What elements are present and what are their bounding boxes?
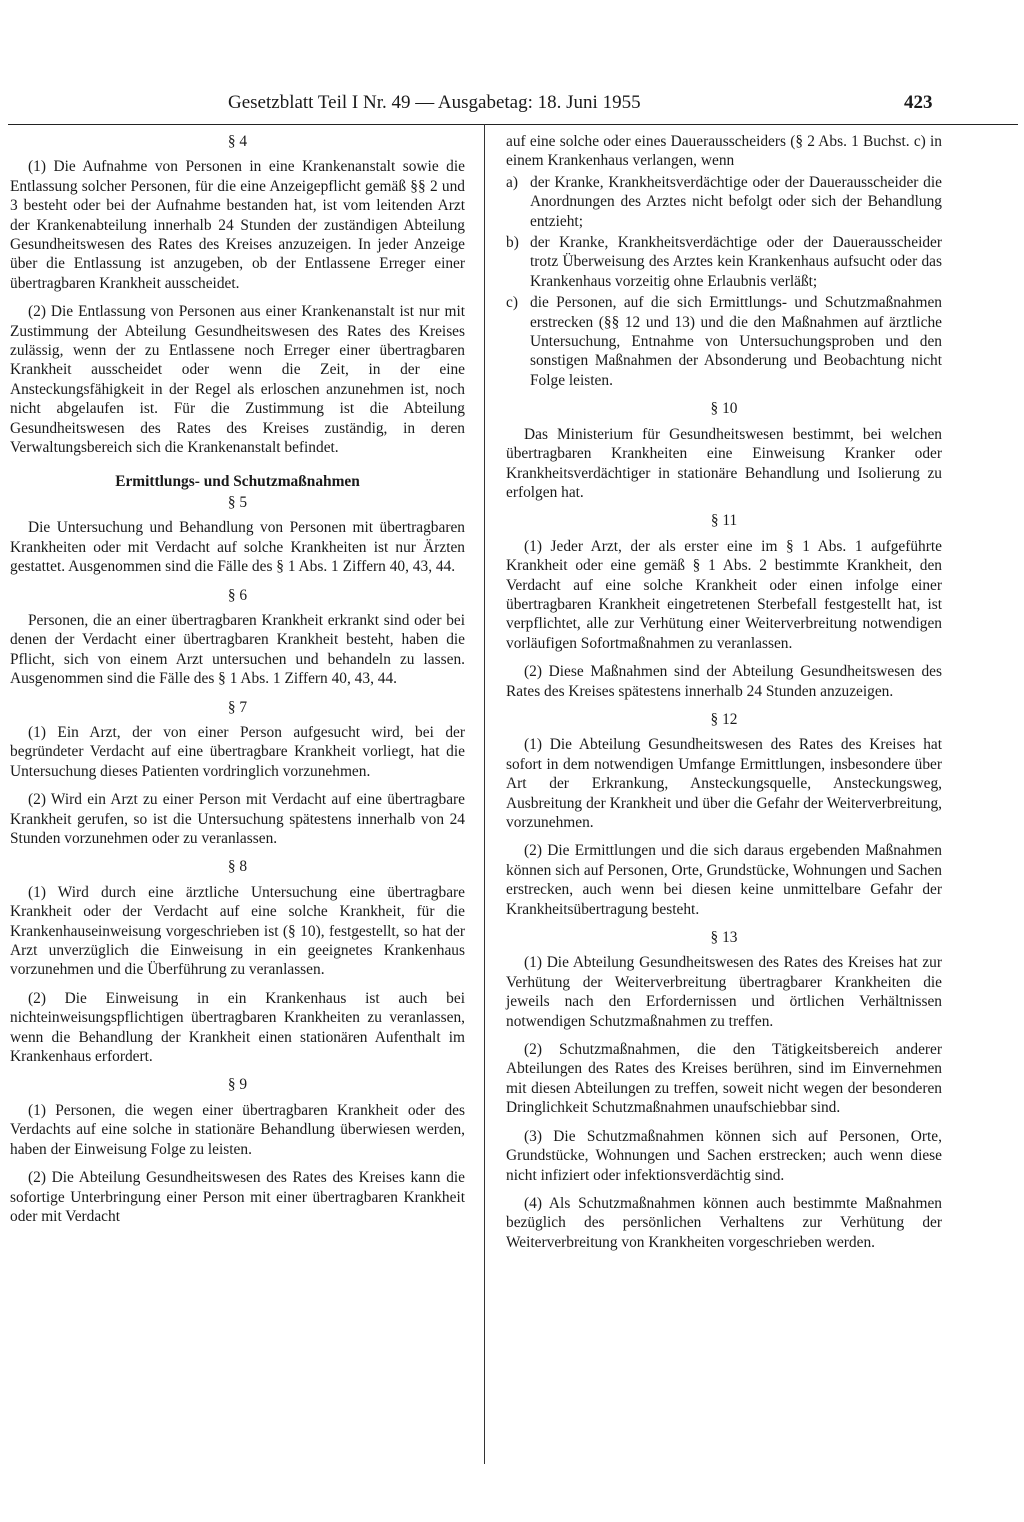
condition-list — [506, 173, 942, 390]
section-8-paragraph-2: (2) Die Einweisung in ein Krankenhaus ist auch bei nichteinweisungspflichtigen übertragbaren Krankheiten zu veranlassen, wenn die Behandlung der Krankheit einen stationären Aufenthalt im Krankenhaus erfordert. — [10, 989, 465, 1066]
list-item — [506, 233, 942, 291]
list-item — [506, 293, 942, 390]
section-5-paragraph-1: Die Untersuchung und Behandlung von Personen mit übertragbaren Krankheiten oder mit Verdacht auf solche Krankheiten ist nur Ärzten gestattet. Ausgenommen sind die Fälle des § 1 Abs. 1 Ziffern 40, 43, 44. — [10, 519, 465, 576]
header-title: Gesetzblatt Teil I Nr. 49 — Ausgabetag: 18. Juni 1955 — [228, 92, 641, 113]
list-marker: b) — [506, 234, 519, 252]
section-10-paragraph-1: Das Ministerium für Gesundheitswesen bestimmt, bei welchen übertragbaren Krankheiten eine Einweisung Kranker oder Krankheitsverdächtiger in stationäre Behandlung und Isolierung zu erfolgen hat. — [506, 425, 942, 501]
section-5-label: § 5 — [227, 493, 248, 511]
section-13-paragraph-4: (4) Als Schutzmaßnahmen können auch bestimmte Maßnahmen bezüglich des persönlichen Verhaltens zur Verhütung der Weiterverbreitung von Krankheiten vorgeschrieben werden. — [506, 1194, 942, 1251]
section-10-label: § 10 — [710, 400, 738, 418]
list-marker: c) — [506, 294, 518, 312]
section-13-paragraph-3: (3) Die Schutzmaßnahmen können sich auf Personen, Orte, Grundstücke, Wohnungen und Sachen erstrecken; auch wenn diese nicht infiziert oder infektionsverdächtig sind. — [506, 1127, 942, 1184]
section-13-paragraph-1: (1) Die Abteilung Gesundheitswesen des Rates des Kreises hat zur Verhütung der Weiterverbreitung übertragbarer Krankheiten die jeweils nach den Erfordernissen und örtlichen Verhältnissen notwendigen Schutzmaßnahmen zu treffen. — [506, 954, 942, 1030]
section-11-label: § 11 — [710, 512, 738, 530]
section-9-paragraph-1: (1) Personen, die wegen einer übertragbaren Krankheit oder des Verdachts auf eine solche in stationäre Behandlung überwiesen werden, haben der Einweisung Folge zu leisten. — [10, 1101, 465, 1158]
section-13-label: § 13 — [710, 929, 738, 947]
section-8-paragraph-1: (1) Wird durch eine ärztliche Untersuchung eine übertragbare Krankheit oder der Verdacht auf eine solche Krankheit, für die Krankenhauseinweisung vorgeschrieben ist (§ 10), festgestellt, so hat der Arzt unverzüglich die Einweisung in ein geeignetes Krankenhaus vorzunehmen und die Überführung zu veranlassen. — [10, 883, 465, 979]
section-4-paragraph-2: (2) Die Entlassung von Personen aus einer Krankenanstalt ist nur mit Zustimmung der Abteilung Gesundheitswesen des Rates des Kreises zulässig, wenn der zu Entlassene noch Erreger einer übertragbaren Krankheit ausscheidet oder wenn die Zeit, in der eine Ansteckungsfähigkeit in der Regel als erloschen anzunehmen ist, noch nicht abgelaufen ist. Für die Zustimmung ist die Abteilung Gesundheitswesen des Rates des Kreises zuständig, in deren Verwaltungsbereich sich die Krankenanstalt befindet. — [10, 303, 465, 457]
section-7-label: § 7 — [227, 698, 248, 716]
list-item-text: der Kranke, Krankheitsverdächtige oder der Dauerausscheider trotz Überweisung des Arztes kein Krankenhaus aufsucht oder das Krankenhaus vorzeitig ohne Erlaubnis verläßt; — [530, 234, 942, 290]
list-item-text: die Personen, auf die sich Ermittlungs- und Schutzmaßnahmen erstrecken (§§ 12 und 13) und die den Maßnahmen auf ärztliche Untersuchung, Entnahme von Untersuchungsproben und den sonstigen Maßnahmen der Absonderung und Beobachtung nicht Folge leisten. — [530, 294, 942, 389]
section-12-paragraph-2: (2) Die Ermittlungen und die sich daraus ergebenden Maßnahmen können sich auf Personen, Orte, Grundstücke, Wohnungen und Sachen erstrecken, auch wenn bei diesen keine unmittelbare Gefahr der Krankheitsübertragung besteht. — [506, 842, 942, 918]
section-11-paragraph-1: (1) Jeder Arzt, der als erster eine im § 1 Abs. 1 aufgeführte Krankheit oder eine gemäß § 1 Abs. 2 bestimmte Krankheit, den Verdacht auf eine solche Krankheit oder einen infolge einer übertragbaren Krankheit eingetretenen Sterbefall festgestellt hat, ist verpflichtet, alle zur Verhütung einer Weiterverbreitung notwendigen vorläufigen Sofortmaßnahmen zu veranlassen. — [506, 537, 942, 652]
section-7-paragraph-2: (2) Wird ein Arzt zu einer Person mit Verdacht auf eine übertragbare Krankheit gerufen, so ist die Untersuchung spätestens innerhalb von 24 Stunden vorzunehmen oder zu veranlassen. — [10, 791, 465, 847]
section-6-paragraph-1: Personen, die an einer übertragbaren Krankheit erkrankt sind oder bei denen der Verdacht einer übertragbaren Krankheit besteht, haben die Pflicht, sich von einem Arzt untersuchen und behandeln zu lassen. Ausgenommen sind die Fälle des § 1 Abs. 1 Ziffern 40, 43, 44. — [10, 611, 465, 688]
section-8-label: § 8 — [227, 858, 248, 876]
section-4-label: § 4 — [227, 133, 248, 150]
header-rule — [8, 124, 1018, 125]
section-6-label: § 6 — [227, 586, 248, 604]
section-heading-ermittlung: Ermittlungs- und Schutzmaßnahmen — [115, 472, 360, 490]
page-number: 423 — [904, 92, 933, 113]
left-column — [10, 132, 465, 1235]
column-divider — [484, 124, 485, 1464]
page-header — [0, 0, 1024, 130]
right-column — [506, 132, 942, 1261]
section-11-paragraph-2: (2) Diese Maßnahmen sind der Abteilung Gesundheitswesen des Rates des Kreises spätestens innerhalb 24 Stunden anzuzeigen. — [506, 663, 942, 700]
section-9-continuation: auf eine solche oder eines Dauerausscheiders (§ 2 Abs. 1 Buchst. c) in einem Krankenhaus verlangen, wenn — [506, 133, 942, 170]
section-12-paragraph-1: (1) Die Abteilung Gesundheitswesen des Rates des Kreises hat sofort in dem notwendigen Umfange Ermittlungen, insbesondere über Art der Erkrankung, Ansteckungsquelle, Ansteckungsweg, Ausbreitung der Krankheit und über die Gefahr der Weiterverbreitung, vorzunehmen. — [506, 736, 942, 831]
section-13-paragraph-2: (2) Schutzmaßnahmen, die den Tätigkeitsbereich anderer Abteilungen des Rates des Kreises berühren, sind im Einvernehmen mit diesen Abteilungen zu treffen, soweit nicht wegen der besonderen Dringlichkeit Schutzmaßnahmen unaufschiebbar sind. — [506, 1041, 942, 1117]
list-item-text: der Kranke, Krankheitsverdächtige oder der Dauerausscheider die Anordnungen des Arztes nicht befolgt oder sich der Behandlung entzieht; — [530, 173, 942, 230]
section-9-label: § 9 — [227, 1076, 248, 1094]
section-9-paragraph-2: (2) Die Abteilung Gesundheitswesen des Rates des Kreises kann die sofortige Unterbringung einer Person mit einer übertragbaren Krankheit oder mit Verdacht — [10, 1169, 465, 1225]
section-7-paragraph-1: (1) Ein Arzt, der von einer Person aufgesucht wird, bei der begründeter Verdacht auf eine übertragbare Krankheit vorliegt, hat die Untersuchung dieses Patienten vordringlich vorzunehmen. — [10, 723, 465, 780]
section-12-label: § 12 — [710, 710, 738, 728]
section-4-paragraph-1: (1) Die Aufnahme von Personen in eine Krankenanstalt sowie die Entlassung solcher Personen, für die eine Anzeigepflicht gemäß §§ 2 und 3 besteht oder bei der Aufnahme bestanden hat, ist vom leitenden Arzt der Krankenabteilung innerhalb 24 Stunden der zuständigen Abteilung Gesundheitswesen des Rates des Kreises anzuzeigen. In jeder Anzeige über die Entlassung ist anzugeben, ob der Entlassene Erreger einer übertragbaren Krankheit ausscheidet. — [10, 158, 465, 292]
list-marker: a) — [506, 173, 518, 191]
list-item — [506, 173, 942, 231]
